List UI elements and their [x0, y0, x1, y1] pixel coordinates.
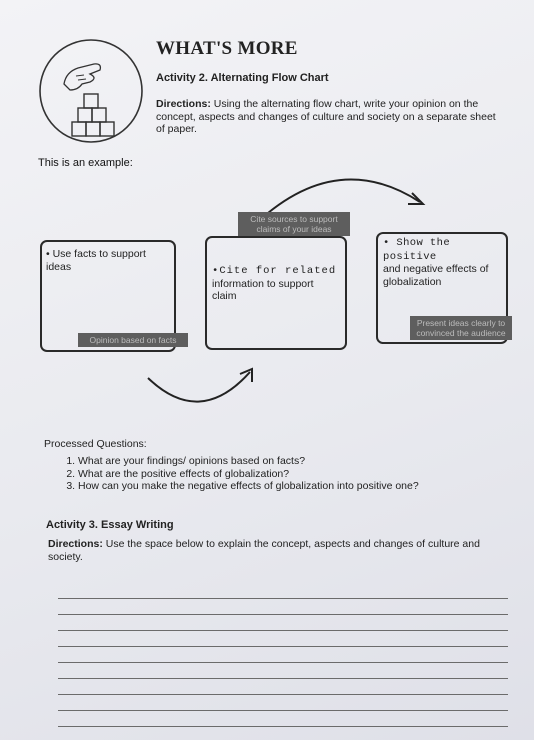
flow-label-3: Present ideas clearly to convinced the audience	[410, 316, 512, 340]
processed-questions-list	[60, 455, 518, 493]
writing-line[interactable]	[58, 614, 508, 615]
writing-line[interactable]	[58, 678, 508, 679]
flow-label-1: Opinion based on facts	[78, 333, 188, 347]
directions-text: Using the alternating flow chart, write your opinion on the concept, aspects and changes of culture and society on a separate sheet of paper.	[156, 98, 496, 135]
question-item: 1. What are your findings/ opinions based on facts?	[78, 455, 518, 468]
writing-line[interactable]	[58, 726, 508, 727]
activity3-directions	[48, 538, 508, 564]
hand-placing-blocks-icon	[36, 36, 146, 146]
question-item: 3. How can you make the negative effects of globalization into positive one?	[78, 480, 518, 493]
flow-box-3-line1: • Show the positive	[383, 237, 451, 263]
page-heading: WHAT'S MORE	[156, 38, 298, 59]
directions-label: Directions:	[48, 538, 103, 550]
flow-box-1-text: • Use facts to support ideas	[46, 248, 146, 273]
activity3-title: Activity 3. Essay Writing	[46, 519, 174, 531]
example-label: This is an example:	[38, 157, 133, 169]
flow-box-2-rest: information to support claim	[212, 277, 314, 302]
question-item: 2. What are the positive effects of globalization?	[78, 468, 518, 481]
activity2-title: Activity 2. Alternating Flow Chart	[156, 72, 329, 84]
processed-questions-title: Processed Questions:	[44, 438, 147, 450]
flow-box-3-rest: and negative effects of globalization	[383, 263, 489, 288]
writing-line[interactable]	[58, 710, 508, 711]
writing-line[interactable]	[58, 662, 508, 663]
flow-box-3-text	[383, 236, 505, 288]
directions-text: Use the space below to explain the concept, aspects and changes of culture and society.	[48, 538, 480, 563]
flow-box-2-text	[212, 264, 340, 303]
bullet-icon: •	[46, 248, 53, 260]
bottom-curved-arrow	[148, 372, 250, 402]
directions-label: Directions:	[156, 98, 211, 110]
writing-line[interactable]	[58, 630, 508, 631]
writing-line[interactable]	[58, 646, 508, 647]
flow-box-2-line1: •Cite for related	[212, 265, 337, 277]
flow-label-2: Cite sources to support claims of your ideas	[238, 212, 350, 236]
activity2-directions	[156, 98, 496, 136]
writing-line[interactable]	[58, 598, 508, 599]
writing-line[interactable]	[58, 694, 508, 695]
